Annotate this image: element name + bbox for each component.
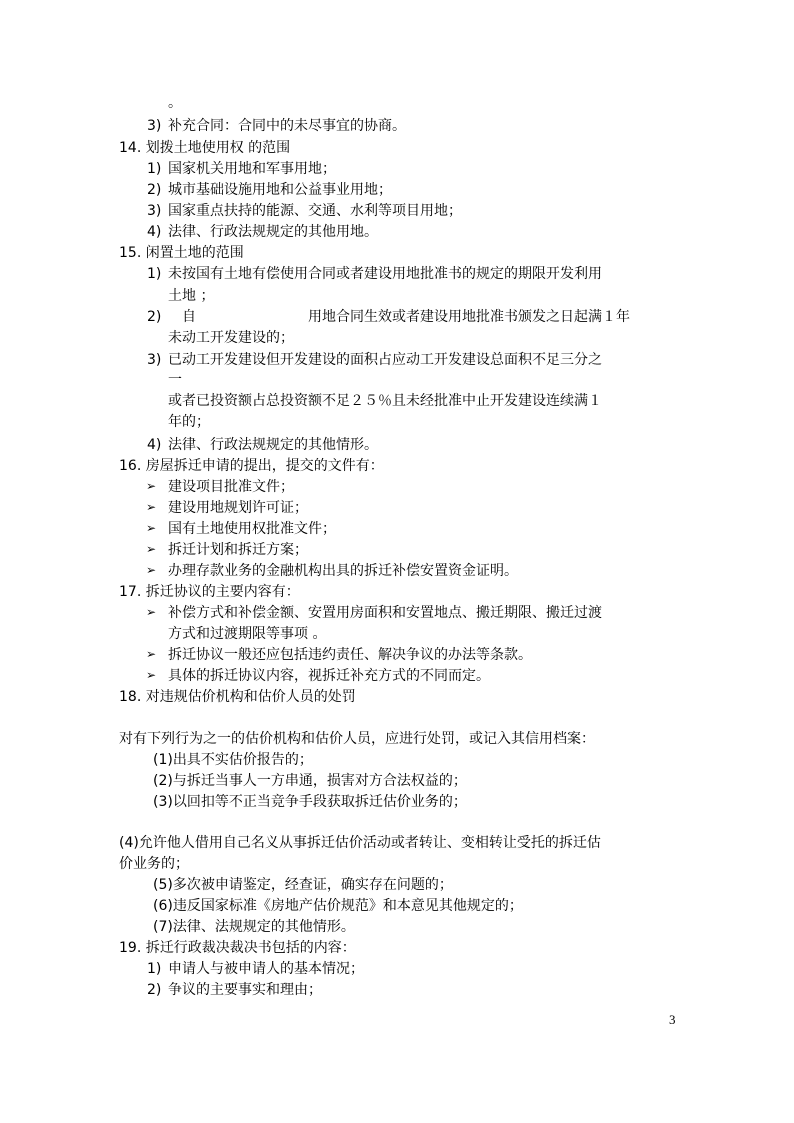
list-item: 建设项目批准文件； — [168, 479, 294, 495]
bullet-arrow-icon: ➢ — [146, 647, 157, 661]
text-line: 年的； — [168, 414, 210, 430]
text-line: 土地 ； — [168, 288, 215, 304]
page-number: 3 — [669, 1012, 676, 1027]
list-item: 拆迁计划和拆迁方案； — [168, 542, 308, 558]
text-line: 法律、行政法规规定的其他情形。 — [168, 437, 378, 453]
list-item: 建设用地规划许可证； — [168, 500, 308, 516]
list-number: 4) — [147, 437, 162, 453]
list-number: 3) — [147, 352, 162, 368]
section-heading: 14. 划拨土地使用权 的范围 — [119, 140, 291, 156]
text-line: 申请人与被申请人的基本情况； — [168, 961, 364, 977]
list-number: 2) — [147, 982, 162, 998]
bullet-arrow-icon: ➢ — [146, 563, 157, 577]
text-line: 国家机关用地和军事用地； — [168, 161, 336, 177]
list-number: 3) — [147, 118, 162, 134]
list-item: 拆迁协议一般还应包括违约责任、解决争议的办法等条款。 — [168, 647, 532, 663]
text-line: 或者已投资额占总投资额不足２５％且未经批准中止开发建设连续满１ — [168, 393, 602, 409]
section-heading: 19. 拆迁行政裁决裁决书包括的内容： — [119, 940, 356, 956]
text-line: 。 — [168, 95, 182, 111]
list-number: 2) — [147, 309, 162, 325]
paragraph: 对有下列行为之一的估价机构和估价人员，应进行处罚，或记入其信用档案： — [119, 731, 595, 747]
text-line: 一 — [168, 372, 182, 388]
bullet-arrow-icon: ➢ — [146, 500, 157, 514]
text-line: 方式和过渡期限等事项 。 — [168, 626, 327, 642]
list-number: 3) — [147, 203, 162, 219]
list-item: 国有土地使用权批准文件； — [168, 521, 336, 537]
list-number: 1) — [147, 161, 162, 177]
list-item: 办理存款业务的金融机构出具的拆迁补偿安置资金证明。 — [168, 563, 518, 579]
text-line: (7)法律、法规规定的其他情形。 — [153, 919, 355, 935]
paragraph: (4)允许他人借用自己名义从事拆迁估价活动或者转让、变相转让受托的拆迁估 — [119, 835, 601, 851]
list-number: 4) — [147, 224, 162, 240]
text-line: 未动工开发建设的； — [168, 330, 294, 346]
text-line: (5)多次被申请鉴定，经查证，确实存在问题的； — [153, 877, 453, 893]
section-heading: 17. 拆迁协议的主要内容有： — [119, 584, 300, 600]
text-line: 用地合同生效或者建设用地批准书颁发之日起满１年 — [308, 309, 630, 325]
section-heading: 15. 闲置土地的范围 — [119, 245, 244, 261]
text-line: (1)出具不实估价报告的； — [153, 752, 313, 768]
list-item: 具体的拆迁协议内容，视拆迁补充方式的不同而定。 — [168, 668, 490, 684]
text-line: 价业务的； — [119, 856, 189, 872]
text-line: 补充合同：合同中的未尽事宜的协商。 — [168, 118, 406, 134]
text-line: (3)以回扣等不正当竞争手段获取拆迁估价业务的； — [153, 794, 467, 810]
text-line: 已动工开发建设但开发建设的面积占应动工开发建设总面积不足三分之 — [168, 352, 602, 368]
bullet-arrow-icon: ➢ — [146, 668, 157, 682]
bullet-arrow-icon: ➢ — [146, 542, 157, 556]
list-number: 2) — [147, 182, 162, 198]
text-line: 法律、行政法规规定的其他用地。 — [168, 224, 378, 240]
text-line: 自 — [182, 309, 196, 325]
bullet-arrow-icon: ➢ — [146, 521, 157, 535]
text-line: 国家重点扶持的能源、交通、水利等项目用地； — [168, 203, 462, 219]
bullet-arrow-icon: ➢ — [146, 605, 157, 619]
list-item: 补偿方式和补偿金额、安置用房面积和安置地点、搬迁期限、搬迁过渡 — [168, 605, 602, 621]
text-line: 争议的主要事实和理由； — [168, 982, 322, 998]
text-line: 未按国有土地有偿使用合同或者建设用地批准书的规定的期限开发利用 — [168, 266, 602, 282]
text-line: (2)与拆迁当事人一方串通，损害对方合法权益的； — [153, 773, 467, 789]
section-heading: 16. 房屋拆迁申请的提出，提交的文件有： — [119, 458, 384, 474]
section-heading: 18. 对违规估价机构和估价人员的处罚 — [119, 689, 356, 705]
list-number: 1) — [147, 961, 162, 977]
list-number: 1) — [147, 266, 162, 282]
text-line: 城市基础设施用地和公益事业用地； — [168, 182, 392, 198]
bullet-arrow-icon: ➢ — [146, 479, 157, 493]
text-line: (6)违反国家标准《房地产估价规范》和本意见其他规定的； — [153, 898, 523, 914]
